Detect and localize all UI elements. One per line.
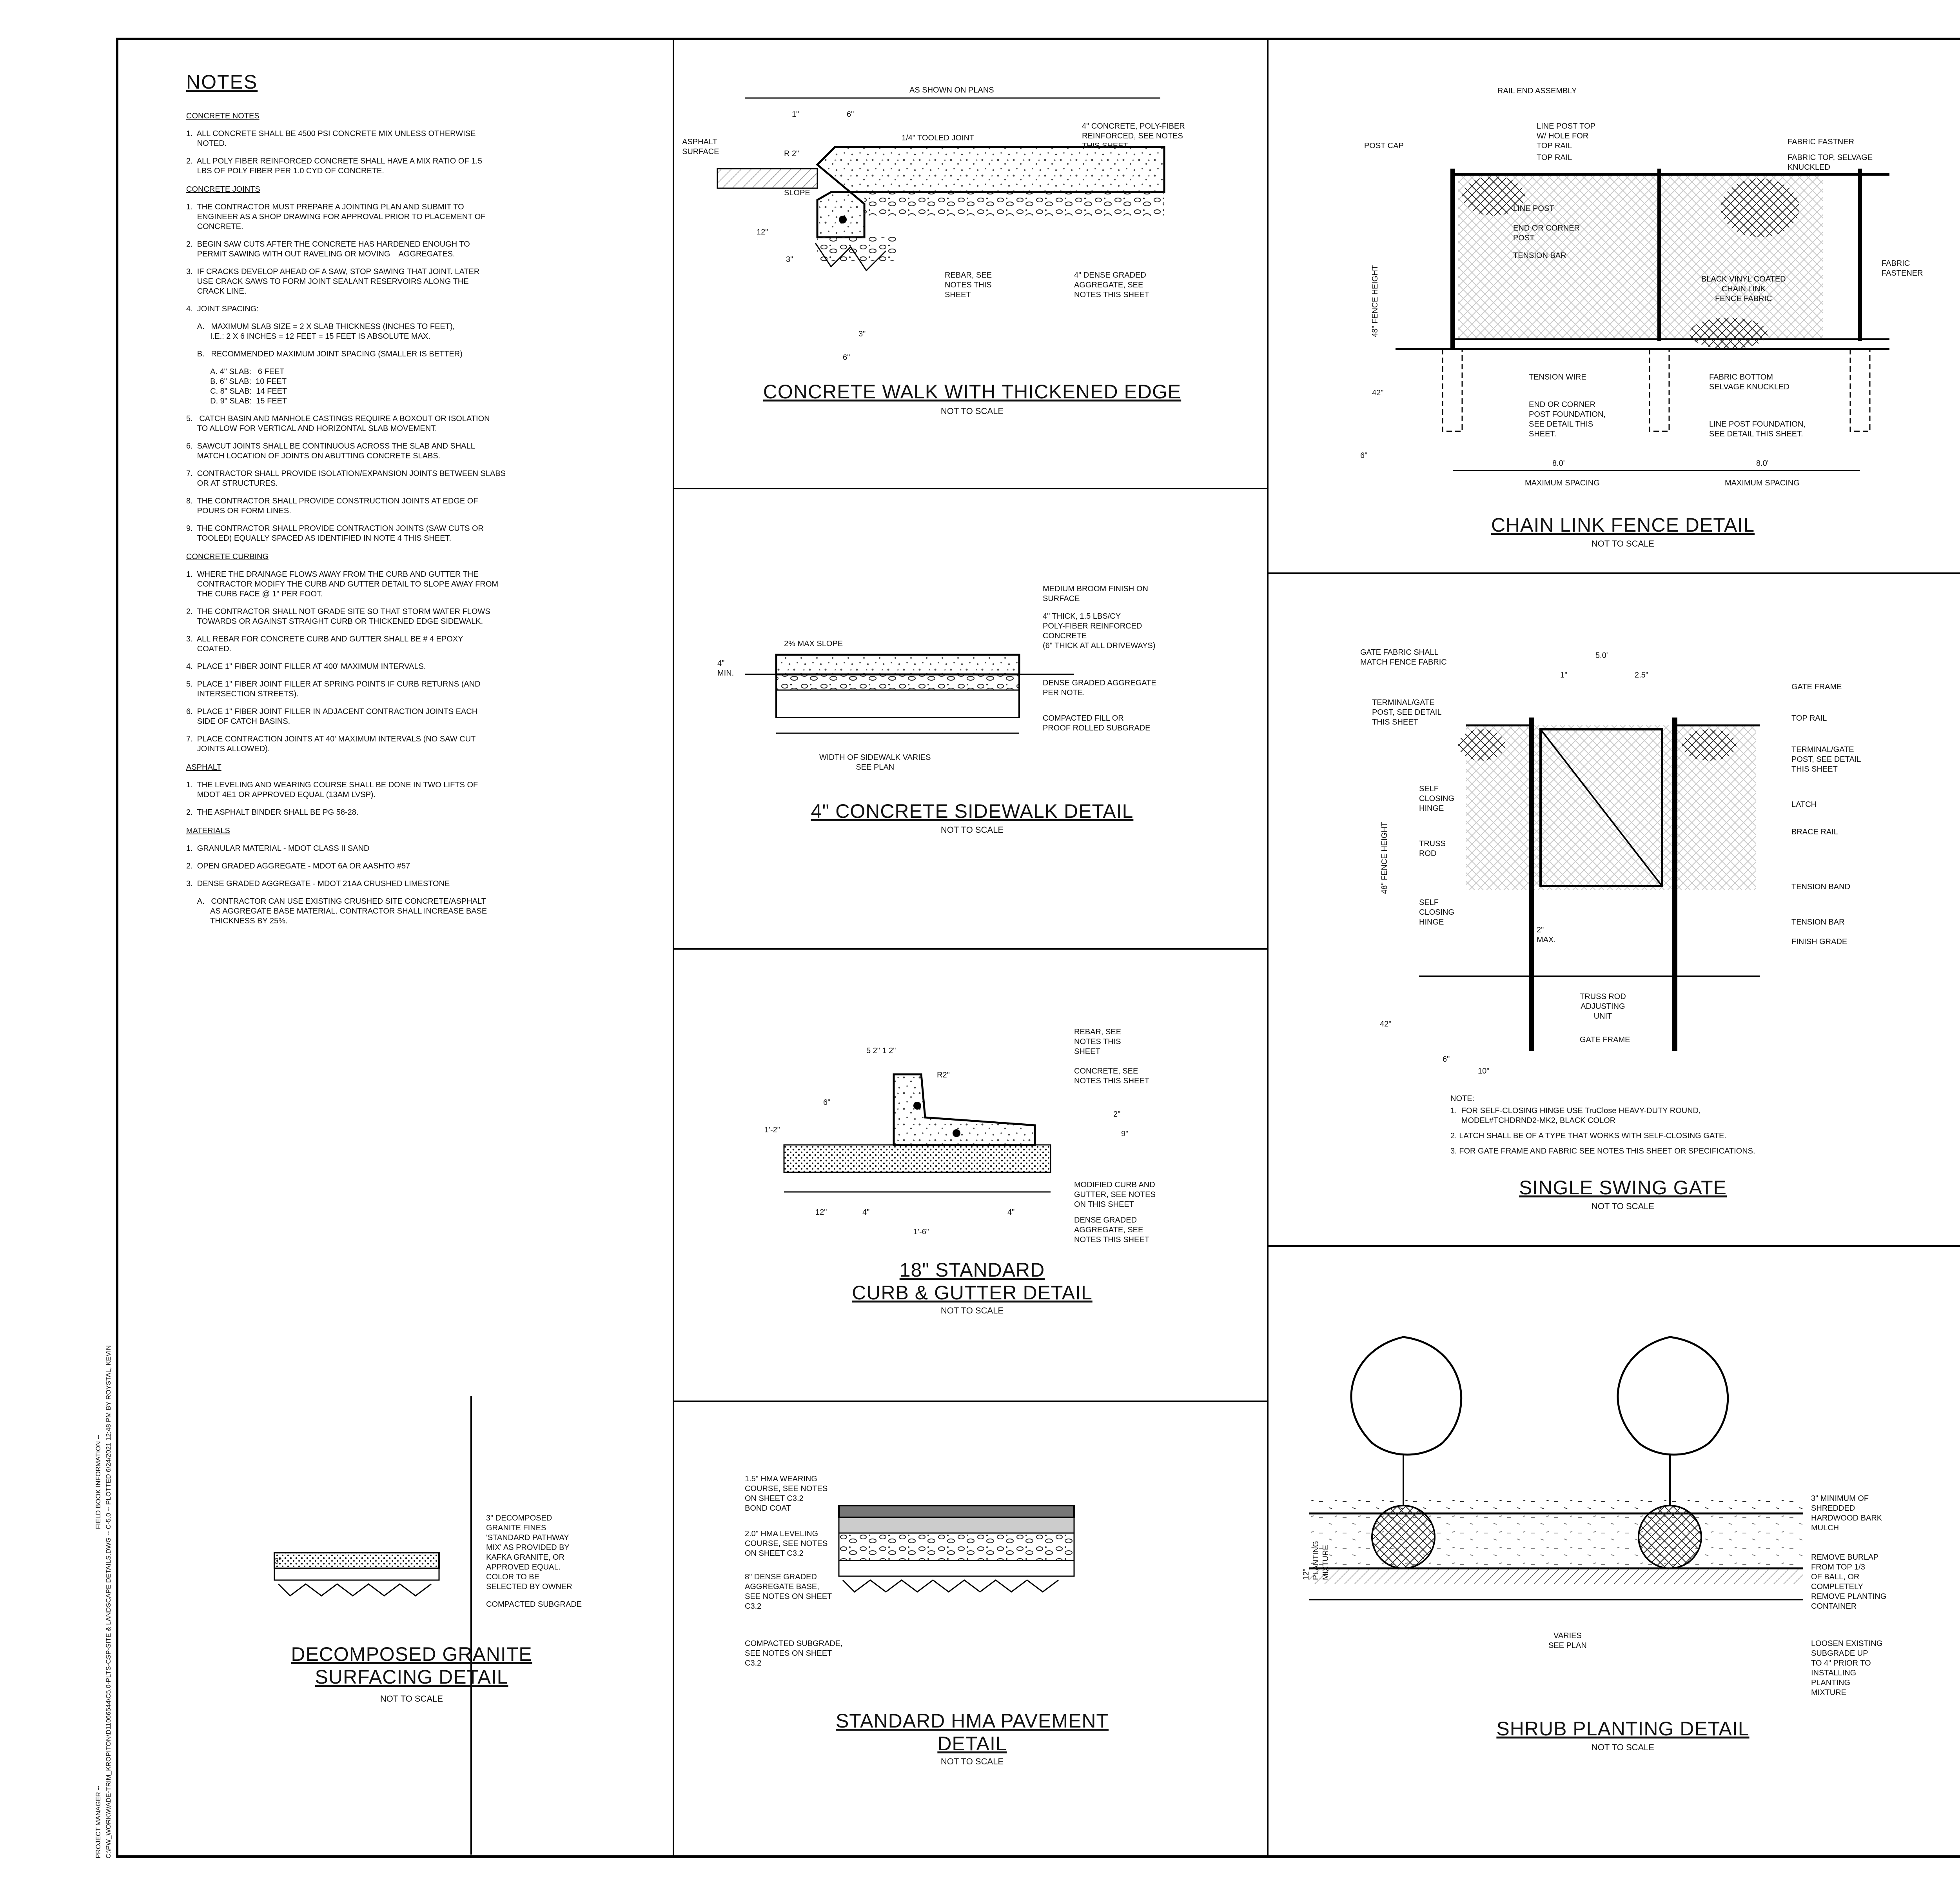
- gate-finish: FINISH GRADE: [1791, 937, 1847, 946]
- grid-line: [1267, 1245, 1960, 1247]
- list-item: 5. CATCH BASIN AND MANHOLE CASTINGS REQUIRE A BOXOUT OR ISOLATION TO ALLOW FOR VERTICAL AND HORIZONTAL SLAB MOVEMENT.: [186, 414, 490, 433]
- concrete-curbing-list: [186, 570, 664, 754]
- curb-title: 18" STANDARD CURB & GUTTER DETAIL: [852, 1259, 1093, 1304]
- curb-d12: 12": [815, 1208, 827, 1217]
- gate-hinge1: SELF CLOSING HINGE: [1419, 785, 1455, 813]
- hma-subgrade: COMPACTED SUBGRADE, SEE NOTES ON SHEET C3.2: [745, 1639, 843, 1668]
- walk-concrete: 4" CONCRETE, POLY-FIBER REINFORCED, SEE NOTES THIS SHEET: [1082, 122, 1185, 150]
- granite-nts: NOT TO SCALE: [380, 1694, 443, 1704]
- list-item: 1. WHERE THE DRAINAGE FLOWS AWAY FROM THE CURB AND GUTTER THE CONTRACTOR MODIFY THE CURB AND GUTTER DETAIL TO SLOPE AWAY FROM THE CURB FACE @ 1" PER FOOT.: [186, 570, 499, 598]
- curb-dense: DENSE GRADED AGGREGATE, SEE NOTES THIS SHEET: [1074, 1216, 1149, 1244]
- gate-w5: 5.0': [1595, 651, 1608, 660]
- list-item: A. 4" SLAB: 6 FEET B. 6" SLAB: 10 FEET C. 8" SLAB: 14 FEET D. 9" SLAB: 15 FEET: [210, 367, 287, 405]
- list-item: 1. FOR SELF-CLOSING HINGE USE TruClose HEAVY-DUTY ROUND, MODEL#TCHDRND2-MK2, BLACK COLOR: [1450, 1106, 1701, 1125]
- fence-selvage-top: FABRIC TOP, SELVAGE KNUCKLED: [1788, 153, 1873, 172]
- curb-d1-6: 1'-6": [913, 1228, 929, 1236]
- gate-tension-bar: TENSION BAR: [1791, 918, 1845, 926]
- curb-rebar: REBAR, SEE NOTES THIS SHEET: [1074, 1028, 1122, 1056]
- gate-truss: TRUSS ROD: [1419, 839, 1446, 858]
- list-item: 5. PLACE 1" FIBER JOINT FILLER AT SPRING POINTS IF CURB RETURNS (AND INTERSECTION STREETS).: [186, 680, 481, 698]
- list-item: 4. PLACE 1" FIBER JOINT FILLER AT 400' MAXIMUM INTERVALS.: [186, 662, 426, 671]
- gate-note-head: NOTE:: [1450, 1094, 1475, 1103]
- curb-r2: R2": [937, 1071, 950, 1079]
- gate-fabric: GATE FABRIC SHALL MATCH FENCE FABRIC: [1360, 648, 1447, 667]
- fence-line-found: LINE POST FOUNDATION, SEE DETAIL THIS SHEET.: [1709, 420, 1806, 438]
- granite-title: DECOMPOSED GRANITE SURFACING DETAIL: [291, 1643, 532, 1688]
- asphalt-heading: ASPHALT: [186, 763, 221, 772]
- gate-frame2: GATE FRAME: [1580, 1035, 1630, 1044]
- walk-dim-3: 3": [786, 255, 793, 264]
- list-item: 1. GRANULAR MATERIAL - MDOT CLASS II SAND: [186, 844, 370, 853]
- list-item: 6. SAWCUT JOINTS SHALL BE CONTINUOUS ACROSS THE SLAB AND SHALL MATCH LOCATION OF JOINTS ON ABUTTING CONCRETE SLABS.: [186, 442, 475, 460]
- hma-nts: NOT TO SCALE: [940, 1757, 1004, 1766]
- curb-top-dims: 5 2" 1 2": [866, 1046, 896, 1055]
- materials-heading: MATERIALS: [186, 827, 230, 835]
- fence-d42: 42": [1372, 389, 1384, 397]
- fence-tension-wire: TENSION WIRE: [1529, 373, 1586, 381]
- fence-nts: NOT TO SCALE: [1591, 539, 1655, 549]
- gate-top-rail: TOP RAIL: [1791, 714, 1827, 723]
- shrub-varies: VARIES SEE PLAN: [1548, 1631, 1587, 1650]
- gate-hinge2: SELF CLOSING HINGE: [1419, 898, 1455, 926]
- shrub-burlap: REMOVE BURLAP FROM TOP 1/3 OF BALL, OR COMPLETELY REMOVE PLANTING CONTAINER: [1811, 1553, 1887, 1611]
- fence-line-post-top: LINE POST TOP W/ HOLE FOR TOP RAIL: [1537, 122, 1596, 150]
- fence-bottom: FABRIC BOTTOM SELVAGE KNUCKLED: [1709, 373, 1789, 391]
- hma-title: STANDARD HMA PAVEMENT DETAIL: [835, 1710, 1109, 1755]
- walk-nts: NOT TO SCALE: [940, 406, 1004, 416]
- side-info-pm: PROJECT MANAGER --: [94, 1786, 102, 1858]
- list-item: 2. OPEN GRADED AGGREGATE - MDOT 6A OR AASHTO #57: [186, 862, 410, 870]
- curb-concrete: CONCRETE, SEE NOTES THIS SHEET: [1074, 1067, 1149, 1085]
- walk-rebar: REBAR, SEE NOTES THIS SHEET: [945, 271, 992, 299]
- shrub-planting: 12" PLANTING MIXTURE: [1302, 1540, 1330, 1580]
- curb-d2: 2": [1113, 1110, 1121, 1119]
- hma-leveling: 2.0" HMA LEVELING COURSE, SEE NOTES ON SHEET C3.2: [745, 1530, 828, 1558]
- curb-nts: NOT TO SCALE: [940, 1306, 1004, 1315]
- walk-dim-12: 12": [757, 228, 768, 236]
- granite-compacted: COMPACTED SUBGRADE: [486, 1600, 582, 1609]
- shrub-mulch: 3" MINIMUM OF SHREDDED HARDWOOD BARK MULCH: [1811, 1494, 1882, 1532]
- sidewalk-thick: 4" THICK, 1.5 LBS/CY POLY-FIBER REINFORCED CONCRETE (6" THICK AT ALL DRIVEWAYS): [1043, 612, 1156, 650]
- grid-line: [1267, 572, 1960, 574]
- fence-rail-end: RAIL END ASSEMBLY: [1497, 87, 1577, 95]
- side-info-path: C:\PW_WORK\WADE-TRIM_KROPITON\D11066544\C5.0-PLTS-CSP-SITE & LANDSCAPE DETAILS.DWG -- C-5.0 -- PLOTTED 6/24/2021 12:48 PM BY ROYSTAL, KEVIN: [105, 1345, 112, 1858]
- walk-asphalt: ASPHALT SURFACE: [682, 138, 719, 156]
- sidewalk-dense: DENSE GRADED AGGREGATE PER NOTE.: [1043, 679, 1156, 697]
- grid-line: [673, 488, 1267, 489]
- sidewalk-title: 4" CONCRETE SIDEWALK DETAIL: [811, 800, 1134, 822]
- list-item: B. RECOMMENDED MAXIMUM JOINT SPACING (SMALLER IS BETTER): [186, 350, 463, 358]
- list-item: 3. IF CRACKS DEVELOP AHEAD OF A SAW, STOP SAWING THAT JOINT. LATER USE CRACK SAWS TO FORM JOINT SEALANT RESERVOIRS ALONG THE CRACK LINE.: [186, 267, 480, 296]
- list-item: 6. PLACE 1" FIBER JOINT FILLER IN ADJACENT CONTRACTION JOINTS EACH SIDE OF CATCH BASINS.: [186, 707, 478, 726]
- gate-d1: 1": [1560, 671, 1568, 679]
- gate-latch: LATCH: [1791, 800, 1817, 809]
- gate-brace: BRACE RAIL: [1791, 828, 1838, 836]
- gate-height: 48" FENCE HEIGHT: [1380, 822, 1389, 894]
- fence-top-rail: TOP RAIL: [1537, 153, 1572, 162]
- concrete-notes-list: [186, 129, 664, 176]
- sidewalk-compacted: COMPACTED FILL OR PROOF ROLLED SUBGRADE: [1043, 714, 1151, 732]
- list-item: 2. THE ASPHALT BINDER SHALL BE PG 58-28.: [186, 808, 359, 817]
- list-item: 4. JOINT SPACING:: [186, 305, 259, 313]
- gate-d42: 42": [1380, 1020, 1392, 1028]
- list-item: 3. FOR GATE FRAME AND FABRIC SEE NOTES THIS SHEET OR SPECIFICATIONS.: [1450, 1147, 1755, 1155]
- granite-fines: 3" DECOMPOSED GRANITE FINES 'STANDARD PATHWAY MIX' AS PROVIDED BY KAFKA GRANITE, OR APPROVED EQUAL. COLOR TO BE SELECTED BY OWNER: [486, 1514, 572, 1591]
- hma-wearing: 1.5" HMA WEARING COURSE, SEE NOTES ON SHEET C3.2 BOND COAT: [745, 1475, 828, 1513]
- walk-dim-1: 1": [792, 110, 799, 119]
- sidewalk-width: WIDTH OF SIDEWALK VARIES SEE PLAN: [819, 753, 931, 772]
- list-item: 9. THE CONTRACTOR SHALL PROVIDE CONTRACTION JOINTS (SAW CUTS OR TOOLED) EQUALLY SPACED AS IDENTIFIED IN NOTE 4 THIS SHEET.: [186, 524, 484, 543]
- walk-tooled: 1/4" TOOLED JOINT: [902, 134, 975, 142]
- curb-d4top: 4": [1007, 1208, 1015, 1217]
- fence-title: CHAIN LINK FENCE DETAIL: [1491, 514, 1755, 536]
- list-item: 2. LATCH SHALL BE OF A TYPE THAT WORKS WITH SELF-CLOSING GATE.: [1450, 1132, 1726, 1140]
- walk-dim-6: 6": [847, 110, 854, 119]
- curb-d4: 4": [862, 1208, 870, 1217]
- walk-as-shown: AS SHOWN ON PLANS: [909, 86, 994, 94]
- granite-drawing: [251, 1529, 486, 1615]
- list-item: 3. DENSE GRADED AGGREGATE - MDOT 21AA CRUSHED LIMESTONE: [186, 879, 450, 888]
- fence-end-post: END OR CORNER POST: [1513, 224, 1580, 242]
- fence-d6: 6": [1360, 451, 1368, 460]
- fence-fabric-fastener: FABRIC FASTENER: [1882, 259, 1923, 278]
- concrete-joints-heading: CONCRETE JOINTS: [186, 185, 260, 194]
- fence-height: 48" FENCE HEIGHT: [1371, 265, 1379, 337]
- fence-sp2: 8.0': [1756, 459, 1769, 468]
- fence-line-post: LINE POST: [1513, 204, 1554, 213]
- list-item: 7. CONTRACTOR SHALL PROVIDE ISOLATION/EXPANSION JOINTS BETWEEN SLABS OR AT STRUCTURES.: [186, 469, 506, 488]
- list-item: A. CONTRACTOR CAN USE EXISTING CRUSHED SITE CONCRETE/ASPHALT AS AGGREGATE BASE MATERIAL. CONTRACTOR SHALL INCREASE BASE THICKNESS BY 25%.: [197, 897, 487, 925]
- sidewalk-nts: NOT TO SCALE: [940, 825, 1004, 835]
- notes-body: [186, 106, 664, 926]
- walk-r2: R 2": [784, 149, 799, 158]
- list-item: 2. BEGIN SAW CUTS AFTER THE CONCRETE HAS HARDENED ENOUGH TO PERMIT SAWING WITH OUT RAVELING OR MOVING AGGREGATES.: [186, 240, 470, 258]
- notes-title: NOTES: [186, 71, 258, 93]
- fence-post-cap: POST CAP: [1364, 142, 1404, 150]
- curb-d9: 9": [1121, 1130, 1129, 1138]
- concrete-joints-list: [186, 202, 664, 543]
- gate-max: 2" MAX.: [1537, 926, 1556, 944]
- curb-d6: 6": [823, 1098, 831, 1107]
- hma-dense: 8" DENSE GRADED AGGREGATE BASE, SEE NOTES ON SHEET C3.2: [745, 1573, 832, 1611]
- shrub-loosen: LOOSEN EXISTING SUBGRADE UP TO 4" PRIOR TO INSTALLING PLANTING MIXTURE: [1811, 1639, 1883, 1697]
- grid-line: [673, 1401, 1267, 1402]
- list-item: 2. ALL POLY FIBER REINFORCED CONCRETE SHALL HAVE A MIX RATIO OF 1.5 LBS OF POLY FIBER PER 1.0 CYD OF CONCRETE.: [186, 157, 483, 175]
- shrub-nts: NOT TO SCALE: [1591, 1742, 1655, 1752]
- list-item: 1. THE LEVELING AND WEARING COURSE SHALL BE DONE IN TWO LIFTS OF MDOT 4E1 OR APPROVED EQUAL (13AM LVSP).: [186, 781, 478, 799]
- sidewalk-broom: MEDIUM BROOM FINISH ON SURFACE: [1043, 585, 1148, 603]
- fence-sp1: 8.0': [1552, 459, 1565, 468]
- fence-fastner: FABRIC FASTNER: [1788, 138, 1855, 146]
- curb-drawing: [682, 1027, 1262, 1247]
- gate-frame: GATE FRAME: [1791, 683, 1842, 691]
- gate-terminal-l: TERMINAL/GATE POST, SEE DETAIL THIS SHEET: [1372, 698, 1442, 727]
- gate-nts: NOT TO SCALE: [1591, 1201, 1655, 1211]
- sidewalk-slope: 2% MAX SLOPE: [784, 639, 843, 648]
- gate-notes: [1450, 1094, 1960, 1156]
- grid-line: [673, 948, 1267, 950]
- fence-end-found: END OR CORNER POST FOUNDATION, SEE DETAIL THIS SHEET.: [1529, 400, 1606, 438]
- gate-tension-band: TENSION BAND: [1791, 883, 1851, 891]
- gate-d10: 10": [1478, 1067, 1490, 1075]
- side-info-fieldbook: FIELD BOOK INFORMATION --: [94, 1435, 102, 1529]
- list-item: 3. ALL REBAR FOR CONCRETE CURB AND GUTTER SHALL BE # 4 EPOXY COATED.: [186, 635, 463, 653]
- list-item: 1. ALL CONCRETE SHALL BE 4500 PSI CONCRETE MIX UNLESS OTHERWISE NOTED.: [186, 129, 476, 148]
- fence-sp2b: MAXIMUM SPACING: [1725, 479, 1800, 487]
- gate-terminal-r: TERMINAL/GATE POST, SEE DETAIL THIS SHEET: [1791, 745, 1861, 774]
- gate-title: SINGLE SWING GATE: [1519, 1177, 1727, 1199]
- walk-title: CONCRETE WALK WITH THICKENED EDGE: [763, 381, 1181, 403]
- grid-line: [470, 1396, 472, 1855]
- gate-d6: 6": [1443, 1055, 1450, 1064]
- list-item: 2. THE CONTRACTOR SHALL NOT GRADE SITE SO THAT STORM WATER FLOWS TOWARDS OR AGAINST STRAIGHT CURB OR THICKENED EDGE SIDEWALK.: [186, 607, 490, 626]
- curb-d1-2: 1'-2": [764, 1126, 780, 1134]
- walk-dim-6b: 6": [843, 353, 850, 362]
- fence-vinyl: BLACK VINYL COATED CHAIN LINK FENCE FABRIC: [1701, 275, 1786, 303]
- gate-d25: 2.5": [1635, 671, 1648, 679]
- list-item: 8. THE CONTRACTOR SHALL PROVIDE CONSTRUCTION JOINTS AT EDGE OF POURS OR FORM LINES.: [186, 497, 478, 515]
- list-item: 1. THE CONTRACTOR MUST PREPARE A JOINTING PLAN AND SUBMIT TO ENGINEER AS A SHOP DRAWING FOR APPROVAL PRIOR TO PLACEMENT OF CONCRETE.: [186, 203, 486, 231]
- curb-modified: MODIFIED CURB AND GUTTER, SEE NOTES ON THIS SHEET: [1074, 1181, 1156, 1209]
- materials-list: [186, 844, 664, 926]
- fence-sp1b: MAXIMUM SPACING: [1525, 479, 1600, 487]
- sidewalk-drawing: [682, 588, 1262, 784]
- asphalt-list: [186, 780, 664, 817]
- sidewalk-min: 4" MIN.: [717, 659, 734, 678]
- granite-d3: 3": [274, 1557, 282, 1566]
- shrub-title: SHRUB PLANTING DETAIL: [1496, 1718, 1749, 1740]
- walk-dim-3b: 3": [858, 330, 866, 338]
- concrete-curbing-heading: CONCRETE CURBING: [186, 552, 269, 561]
- walk-slope: SLOPE: [784, 189, 810, 197]
- concrete-notes-heading: CONCRETE NOTES: [186, 112, 260, 120]
- grid-line: [673, 38, 674, 1855]
- list-item: 7. PLACE CONTRACTION JOINTS AT 40' MAXIMUM INTERVALS (NO SAW CUT JOINTS ALLOWED).: [186, 735, 476, 753]
- walk-dense: 4" DENSE GRADED AGGREGATE, SEE NOTES THIS SHEET: [1074, 271, 1149, 299]
- grid-line: [1267, 38, 1269, 1855]
- gate-adj: TRUSS ROD ADJUSTING UNIT: [1580, 992, 1626, 1021]
- list-item: A. MAXIMUM SLAB SIZE = 2 X SLAB THICKNESS (INCHES TO FEET), I.E.: 2 X 6 INCHES = 12 FEET = 15 FEET IS ABSOLUTE MAX.: [197, 322, 455, 341]
- fence-tension-bar: TENSION BAR: [1513, 251, 1566, 260]
